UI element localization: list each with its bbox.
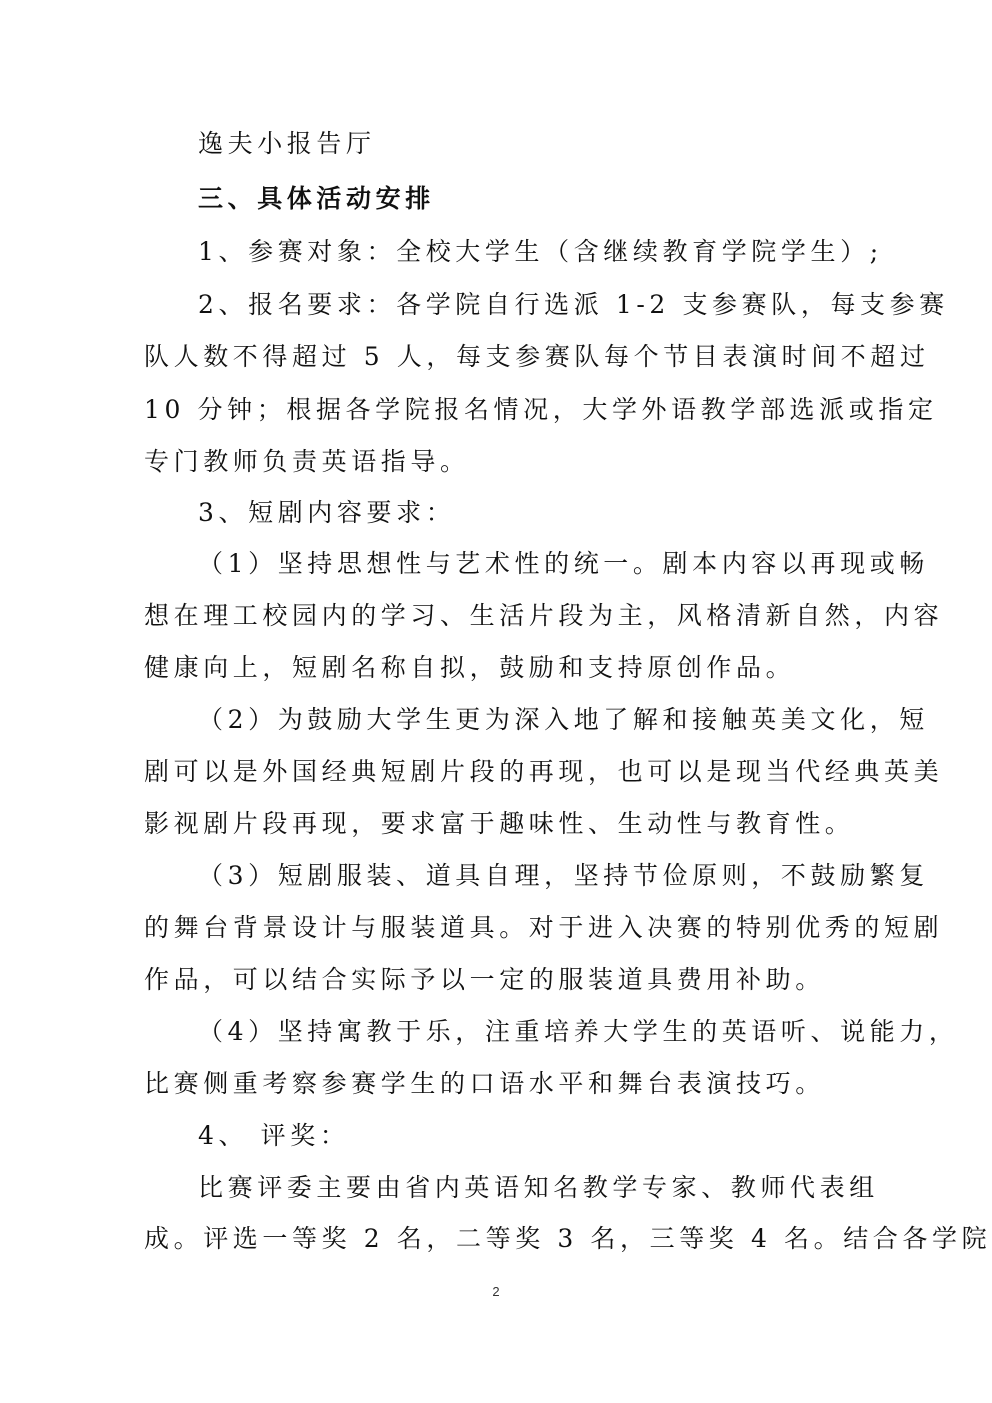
registration-line-2: 队人数不得超过 5 人，每支参赛队每个节目表演时间不超过 bbox=[144, 342, 930, 371]
requirement-3-line-2: 的舞台背景设计与服装道具。对于进入决赛的特别优秀的短剧 bbox=[144, 913, 944, 942]
requirement-2-line-2: 剧可以是外国经典短剧片段的再现，也可以是现当代经典英美 bbox=[144, 757, 944, 786]
venue-line: 逸夫小报告厅 bbox=[198, 129, 376, 158]
content-requirements-heading: 3、短剧内容要求： bbox=[198, 498, 456, 527]
registration-line-3: 10 分钟；根据各学院报名情况，大学外语教学部选派或指定 bbox=[144, 395, 938, 424]
awards-line-2: 成。评选一等奖 2 名，二等奖 3 名，三等奖 4 名。结合各学院 bbox=[144, 1224, 992, 1253]
requirement-4-line-2: 比赛侧重考察参赛学生的口语水平和舞台表演技巧。 bbox=[144, 1069, 825, 1098]
requirement-2-line-3: 影视剧片段再现，要求富于趣味性、生动性与教育性。 bbox=[144, 809, 855, 838]
section-heading: 三、具体活动安排 bbox=[198, 184, 435, 213]
requirement-4-line-1: （4）坚持寓教于乐，注重培养大学生的英语听、说能力， bbox=[198, 1017, 959, 1046]
awards-heading: 4、 评奖： bbox=[198, 1121, 350, 1150]
requirement-1-line-1: （1）坚持思想性与艺术性的统一。剧本内容以再现或畅 bbox=[198, 549, 929, 578]
requirement-1-line-2: 想在理工校园内的学习、生活片段为主，风格清新自然，内容 bbox=[144, 601, 944, 630]
page-number: 2 bbox=[492, 1284, 500, 1299]
requirement-3-line-1: （3）短剧服装、道具自理，坚持节俭原则，不鼓励繁复 bbox=[198, 861, 929, 890]
requirement-1-line-3: 健康向上，短剧名称自拟，鼓励和支持原创作品。 bbox=[144, 653, 796, 682]
registration-line-4: 专门教师负责英语指导。 bbox=[144, 447, 470, 476]
requirement-3-line-3: 作品，可以结合实际予以一定的服装道具费用补助。 bbox=[144, 965, 825, 994]
participants-line: 1、参赛对象：全校大学生（含继续教育学院学生）; bbox=[198, 237, 883, 266]
registration-line-1: 2、报名要求：各学院自行选派 1-2 支参赛队，每支参赛 bbox=[198, 290, 949, 319]
awards-line-1: 比赛评委主要由省内英语知名教学专家、教师代表组 bbox=[198, 1173, 879, 1202]
requirement-2-line-1: （2）为鼓励大学生更为深入地了解和接触英美文化，短 bbox=[198, 705, 929, 734]
